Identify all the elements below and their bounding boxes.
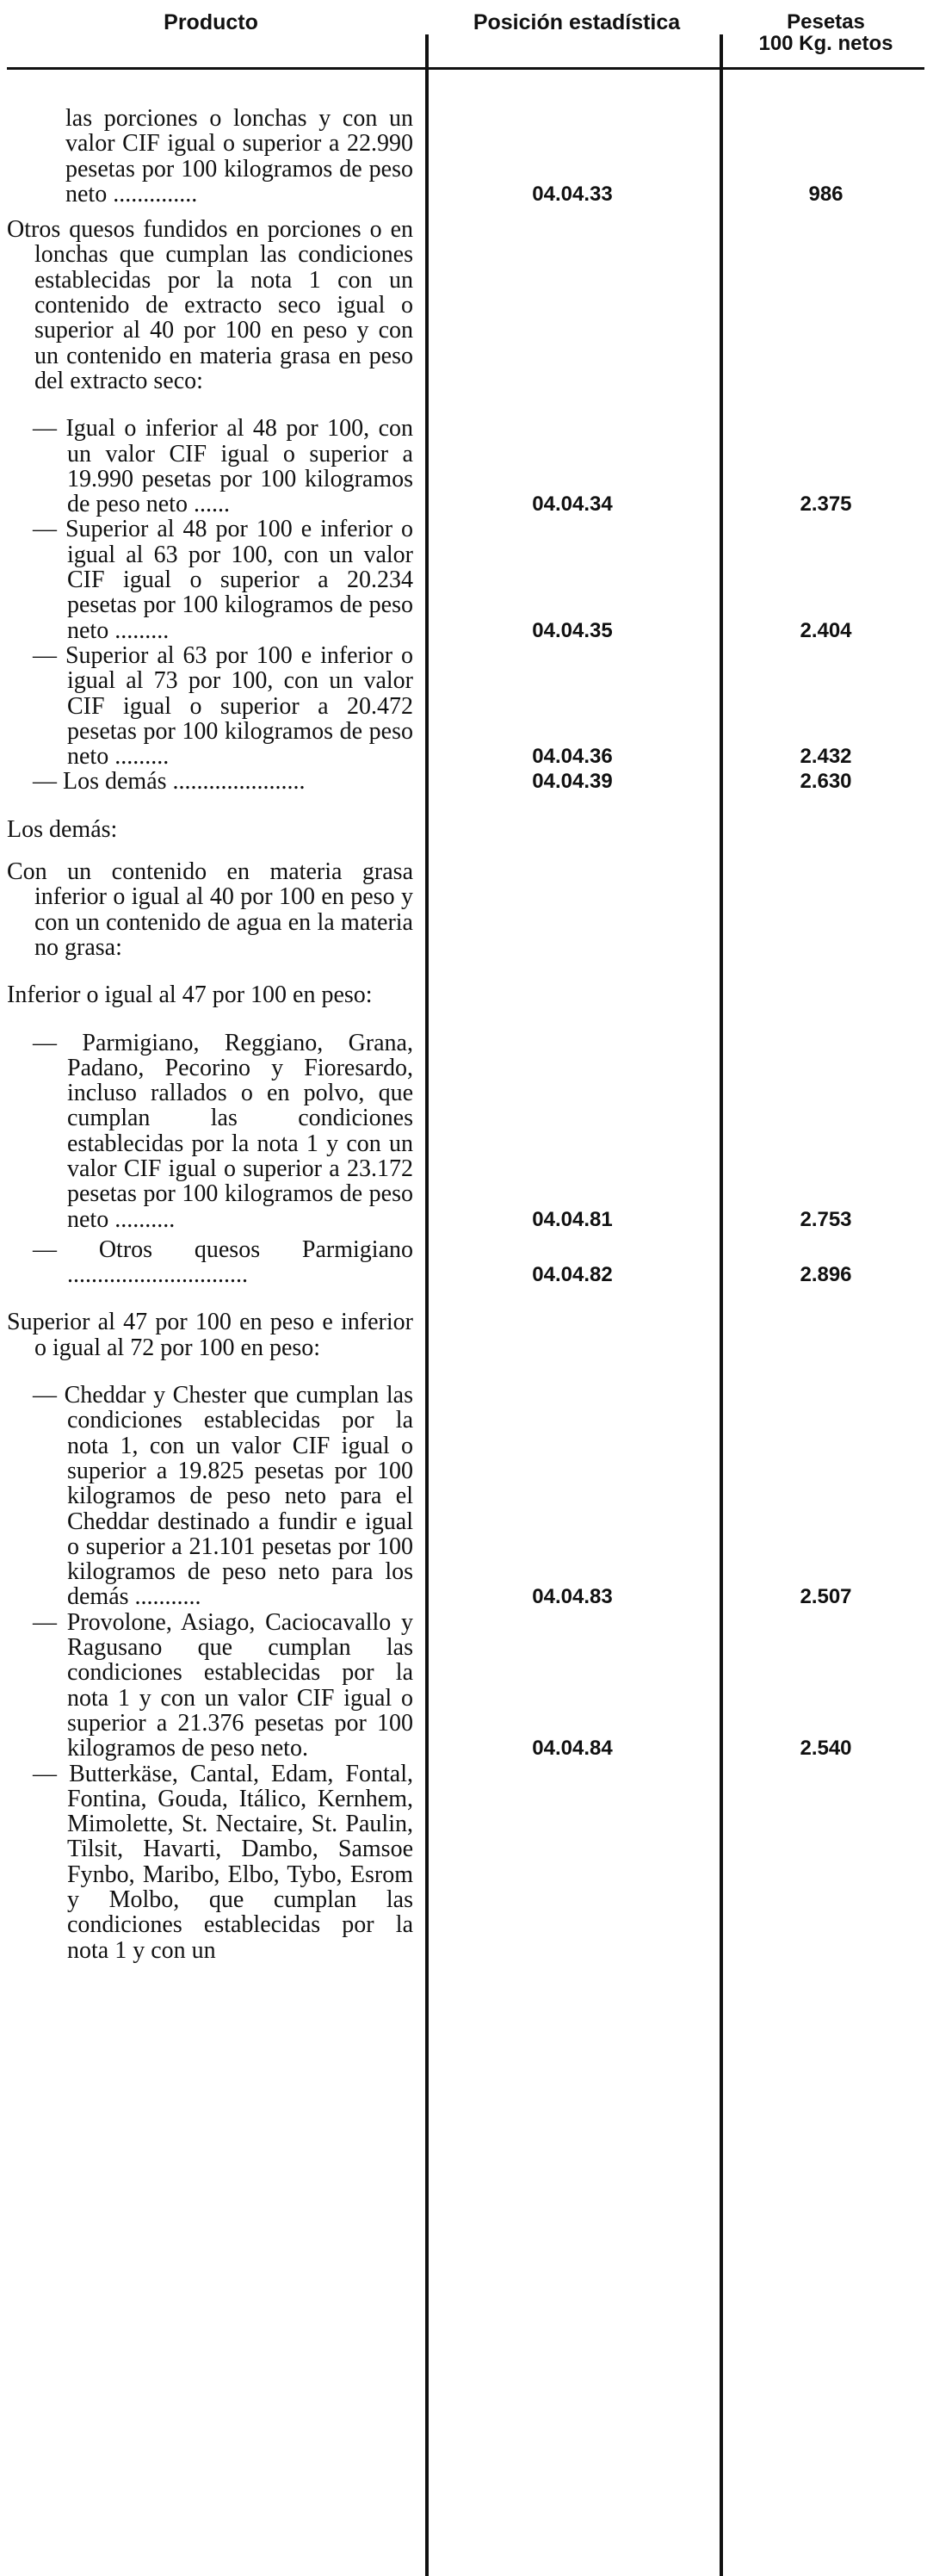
table-row <box>0 1310 927 1360</box>
product-description: Superior al 47 por 100 en peso e inferior o igual al 72 por 100 en peso: <box>7 1309 413 1361</box>
pesetas-value: 2.540 <box>800 1737 852 1761</box>
table-row <box>0 1762 927 1963</box>
pesetas-value: 2.630 <box>800 770 852 794</box>
header-pesetas-line1: Pesetas <box>787 10 865 34</box>
product-description: Los demás: <box>7 815 118 843</box>
statistical-position: 04.04.81 <box>532 1207 613 1231</box>
header-rule <box>7 67 924 70</box>
product-description: — Cheddar y Chester que cumplan las condiciones establecidas por la nota 1, con un valor CIF igual o superior a 19.825 pesetas por 100 kilogramos de peso neto para el Cheddar destinado a fundir e igual o superior a 21.101 pesetas por 100 kilogramos de peso neto para los demás ........... <box>33 1382 413 1611</box>
pesetas-value: 2.507 <box>800 1585 852 1609</box>
header-pesetas <box>725 11 927 54</box>
product-description: — Igual o inferior al 48 por 100, con un valor CIF igual o superior a 19.990 pesetas por 100 kilogramos de peso neto ...... <box>33 415 413 518</box>
product-description: — Provolone, Asiago, Caciocavallo y Ragusano que cumplan las condiciones establecidas por la nota 1 y con un valor CIF igual o superior a 21.376 pesetas por 100 kilogramos de peso neto. <box>33 1608 413 1762</box>
product-description: — Superior al 63 por 100 e inferior o igual al 73 por 100, con un valor CIF igual o superior a 20.472 pesetas por 100 kilogramos de peso neto ......... <box>33 641 413 771</box>
product-description: — Los demás ...................... <box>33 768 306 796</box>
statistical-position: 04.04.35 <box>532 618 613 642</box>
pesetas-value: 2.753 <box>800 1207 852 1231</box>
table-row <box>0 1237 927 1288</box>
pesetas-value: 2.375 <box>800 492 852 517</box>
pesetas-value: 2.896 <box>800 1263 852 1287</box>
table-row <box>0 817 927 842</box>
statistical-position: 04.04.39 <box>532 770 613 794</box>
product-description: Otros quesos fundidos en porciones o en lonchas que cumplan las condiciones establecidas por la nota 1 con un contenido de extracto seco igual o superior al 40 por 100 en peso y con un contenido en materia grasa en peso del extracto seco: <box>7 216 413 394</box>
pesetas-value: 2.432 <box>800 745 852 769</box>
product-description: — Parmigiano, Reggiano, Grana, Padano, Pecorino y Fioresardo, incluso rallados o en polvo, que cumplan las condiciones establecidas por la nota 1 y con un valor CIF igual o superior a 23.172 pesetas por 100 kilogramos de peso neto .......... <box>33 1029 413 1233</box>
statistical-position: 04.04.82 <box>532 1263 613 1287</box>
header-pesetas-line2: 100 Kg. netos <box>758 32 893 56</box>
table-row <box>0 1383 927 1610</box>
table-row <box>0 1610 927 1762</box>
table-row <box>0 982 927 1007</box>
statistical-position: 04.04.83 <box>532 1585 613 1609</box>
product-description: — Butterkäse, Cantal, Edam, Fontal, Fontina, Gouda, Itálico, Kernhem, Mimolette, St. Nectaire, St. Paulin, Tilsit, Havarti, Dambo, Samsoe Fynbo, Maribo, Elbo, Tybo, Esrom y Molbo, que cumplan las condiciones establecidas por la nota 1 y con un <box>33 1760 413 1964</box>
product-description: — Superior al 48 por 100 e inferior o igual al 63 por 100, con un valor CIF igual o superior a 20.234 pesetas por 100 kilogramos de peso neto ......... <box>33 516 413 644</box>
statistical-position: 04.04.33 <box>532 182 613 206</box>
pesetas-value: 986 <box>808 182 844 206</box>
statistical-position: 04.04.36 <box>532 745 613 769</box>
table-row <box>0 1031 927 1232</box>
pesetas-value: 2.404 <box>800 618 852 642</box>
product-description: Inferior o igual al 47 por 100 en peso: <box>7 981 373 1009</box>
table-row <box>0 106 927 207</box>
table-row <box>0 416 927 517</box>
statistical-position: 04.04.34 <box>532 492 613 517</box>
table-row <box>0 217 927 393</box>
tariff-table <box>0 106 927 1963</box>
table-row <box>0 517 927 642</box>
statistical-position: 04.04.84 <box>532 1737 613 1761</box>
product-description: — Otros quesos Parmigiano .............................. <box>33 1235 413 1289</box>
table-row <box>0 643 927 769</box>
header-producto: Producto <box>164 10 258 34</box>
product-description: Con un contenido en materia grasa inferior o igual al 40 por 100 en peso y con un contenido de agua en la materia no grasa: <box>7 858 413 961</box>
header-posicion-estadistica: Posición estadística <box>473 10 681 34</box>
table-row <box>0 859 927 960</box>
product-description: las porciones o lonchas y con un valor CIF igual o superior a 22.990 pesetas por 100 kilogramos de peso neto .............. <box>65 105 413 207</box>
table-row <box>0 769 927 794</box>
